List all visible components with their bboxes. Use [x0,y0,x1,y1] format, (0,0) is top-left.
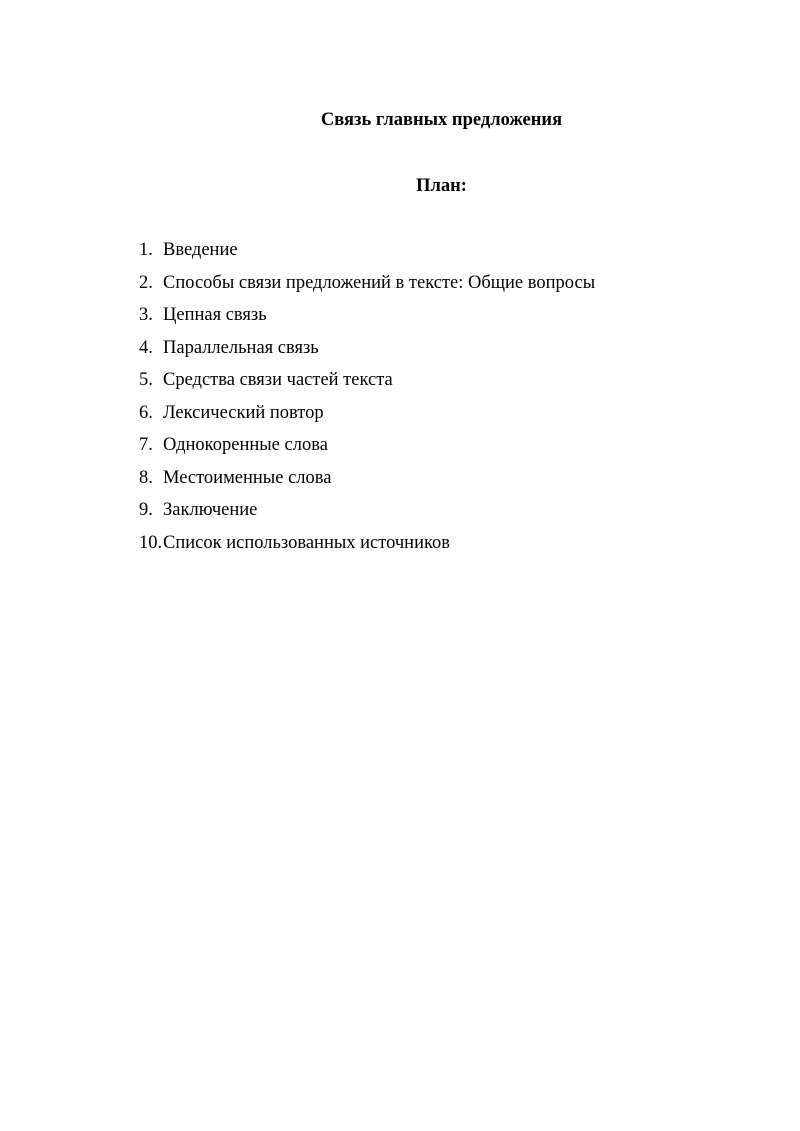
plan-item-number: 1. [139,240,153,260]
plan-item-1 [139,238,759,271]
plan-item-number: 3. [139,305,153,325]
plan-item-number: 9. [139,500,153,520]
plan-heading: План: [416,176,467,196]
plan-item-4 [139,336,759,369]
plan-item-text: Цепная связь [163,305,267,325]
plan-list [139,238,759,563]
plan-item-text: Лексический повтор [163,402,324,423]
plan-item-5 [139,368,759,401]
plan-item-text: Способы связи предложений в тексте: Общие вопросы [163,272,596,293]
plan-item-text: Параллельная связь [163,337,319,358]
plan-item-text: Введение [163,240,238,260]
plan-item-text: Средства связи частей текста [163,370,393,390]
plan-item-3 [139,303,759,336]
plan-item-number: 10. [139,532,163,553]
plan-item-10 [139,531,759,564]
plan-item-number: 2. [139,272,153,293]
plan-item-number: 8. [139,467,153,488]
plan-item-number: 7. [139,435,153,455]
plan-item-7 [139,433,759,466]
plan-item-number: 5. [139,370,153,390]
plan-item-number: 4. [139,337,153,358]
plan-item-text: Местоименные слова [163,467,332,488]
plan-item-text: Заключение [163,500,258,520]
document-title: Связь главных предложения [320,110,563,130]
plan-item-9 [139,498,759,531]
plan-item-text: Однокоренные слова [163,435,328,455]
plan-item-text: Список использованных источников [163,532,451,553]
plan-item-6 [139,401,759,434]
plan-item-8 [139,466,759,499]
plan-item-number: 6. [139,402,153,423]
plan-item-2 [139,271,759,304]
